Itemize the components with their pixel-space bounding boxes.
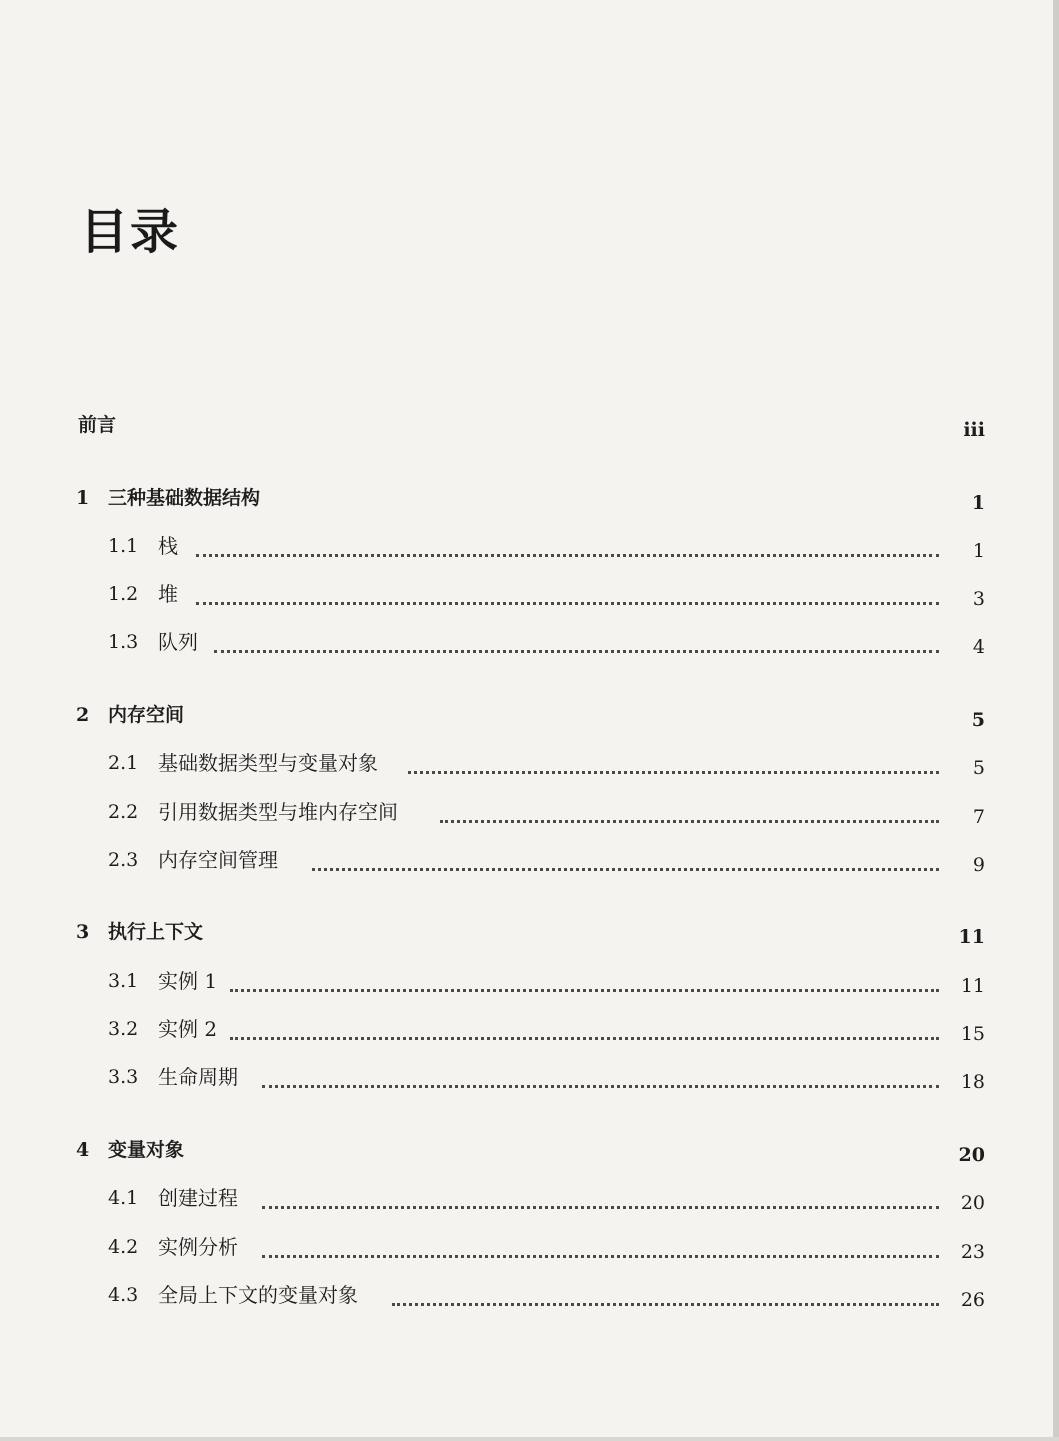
toc-chapter-2[interactable] bbox=[0, 700, 1059, 730]
section-title: 引用数据类型与堆内存空间 bbox=[158, 800, 398, 824]
toc-section-2-2[interactable] bbox=[0, 797, 1059, 827]
section-number: 2.3 bbox=[108, 849, 139, 871]
section-title: 内存空间管理 bbox=[158, 848, 278, 872]
chapter-title: 内存空间 bbox=[108, 704, 185, 726]
toc-section-4-1[interactable] bbox=[0, 1183, 1059, 1213]
section-page: 9 bbox=[972, 854, 985, 876]
chapter-number: 4 bbox=[76, 1139, 90, 1161]
section-title: 队列 bbox=[158, 630, 198, 654]
toc-preface[interactable] bbox=[0, 410, 1059, 440]
page-title: 目录 bbox=[80, 204, 181, 260]
section-number: 1.3 bbox=[108, 631, 139, 653]
chapter-number: 2 bbox=[76, 704, 90, 726]
section-number: 3.2 bbox=[108, 1018, 139, 1040]
toc-section-3-3[interactable] bbox=[0, 1062, 1059, 1092]
toc-section-3-1[interactable] bbox=[0, 966, 1059, 996]
chapter-title: 三种基础数据结构 bbox=[108, 487, 261, 509]
section-page: 20 bbox=[960, 1192, 985, 1214]
section-title: 全局上下文的变量对象 bbox=[158, 1283, 358, 1307]
section-page: 7 bbox=[972, 806, 985, 828]
section-title: 堆 bbox=[158, 582, 178, 606]
toc-preface-label: 前言 bbox=[78, 414, 117, 436]
toc-section-1-1[interactable] bbox=[0, 531, 1059, 561]
section-number: 1.1 bbox=[108, 535, 139, 557]
chapter-page: 5 bbox=[971, 709, 985, 731]
section-number: 2.1 bbox=[108, 752, 139, 774]
section-number: 2.2 bbox=[108, 801, 139, 823]
dot-leader bbox=[262, 1245, 939, 1258]
dot-leader bbox=[230, 1027, 939, 1040]
dot-leader bbox=[312, 858, 939, 871]
toc-section-1-2[interactable] bbox=[0, 579, 1059, 609]
section-page: 3 bbox=[972, 588, 985, 610]
toc-chapter-3[interactable] bbox=[0, 917, 1059, 947]
dot-leader bbox=[196, 544, 939, 557]
toc-section-4-2[interactable] bbox=[0, 1232, 1059, 1262]
section-title: 生命周期 bbox=[158, 1065, 238, 1089]
chapter-page: 20 bbox=[958, 1144, 985, 1166]
section-number: 3.3 bbox=[108, 1066, 139, 1088]
chapter-number: 1 bbox=[76, 487, 90, 509]
toc-chapter-4[interactable] bbox=[0, 1135, 1059, 1165]
section-page: 15 bbox=[960, 1023, 985, 1045]
section-title: 基础数据类型与变量对象 bbox=[158, 751, 378, 775]
section-number: 4.1 bbox=[108, 1187, 139, 1209]
chapter-page: 11 bbox=[958, 926, 985, 948]
toc-section-3-2[interactable] bbox=[0, 1014, 1059, 1044]
toc-preface-page: iii bbox=[963, 419, 985, 441]
section-page: 4 bbox=[972, 636, 985, 658]
section-page: 23 bbox=[960, 1241, 985, 1263]
dot-leader bbox=[408, 761, 939, 774]
dot-leader bbox=[196, 592, 939, 605]
toc-section-4-3[interactable] bbox=[0, 1280, 1059, 1310]
chapter-title: 变量对象 bbox=[108, 1139, 185, 1161]
dot-leader bbox=[392, 1293, 939, 1306]
section-number: 4.2 bbox=[108, 1236, 139, 1258]
section-page: 18 bbox=[960, 1071, 985, 1093]
dot-leader bbox=[262, 1196, 939, 1209]
chapter-page: 1 bbox=[971, 492, 985, 514]
section-page: 5 bbox=[972, 757, 985, 779]
dot-leader bbox=[440, 810, 939, 823]
dot-leader bbox=[262, 1075, 939, 1088]
section-title: 栈 bbox=[158, 534, 178, 558]
chapter-number: 3 bbox=[76, 921, 90, 943]
section-page: 11 bbox=[960, 975, 985, 997]
section-number: 1.2 bbox=[108, 583, 139, 605]
dot-leader bbox=[214, 640, 939, 653]
section-title: 实例 2 bbox=[158, 1017, 218, 1041]
page-edge-bottom bbox=[0, 1437, 1059, 1441]
section-page: 26 bbox=[960, 1289, 985, 1311]
toc-section-1-3[interactable] bbox=[0, 627, 1059, 657]
section-title: 实例 1 bbox=[158, 969, 218, 993]
toc-section-2-1[interactable] bbox=[0, 748, 1059, 778]
section-title: 创建过程 bbox=[158, 1186, 238, 1210]
section-page: 1 bbox=[972, 540, 985, 562]
toc-section-2-3[interactable] bbox=[0, 845, 1059, 875]
toc-chapter-1[interactable] bbox=[0, 483, 1059, 513]
chapter-title: 执行上下文 bbox=[108, 921, 204, 943]
dot-leader bbox=[230, 979, 939, 992]
section-title: 实例分析 bbox=[158, 1235, 238, 1259]
section-number: 4.3 bbox=[108, 1284, 139, 1306]
section-number: 3.1 bbox=[108, 970, 139, 992]
